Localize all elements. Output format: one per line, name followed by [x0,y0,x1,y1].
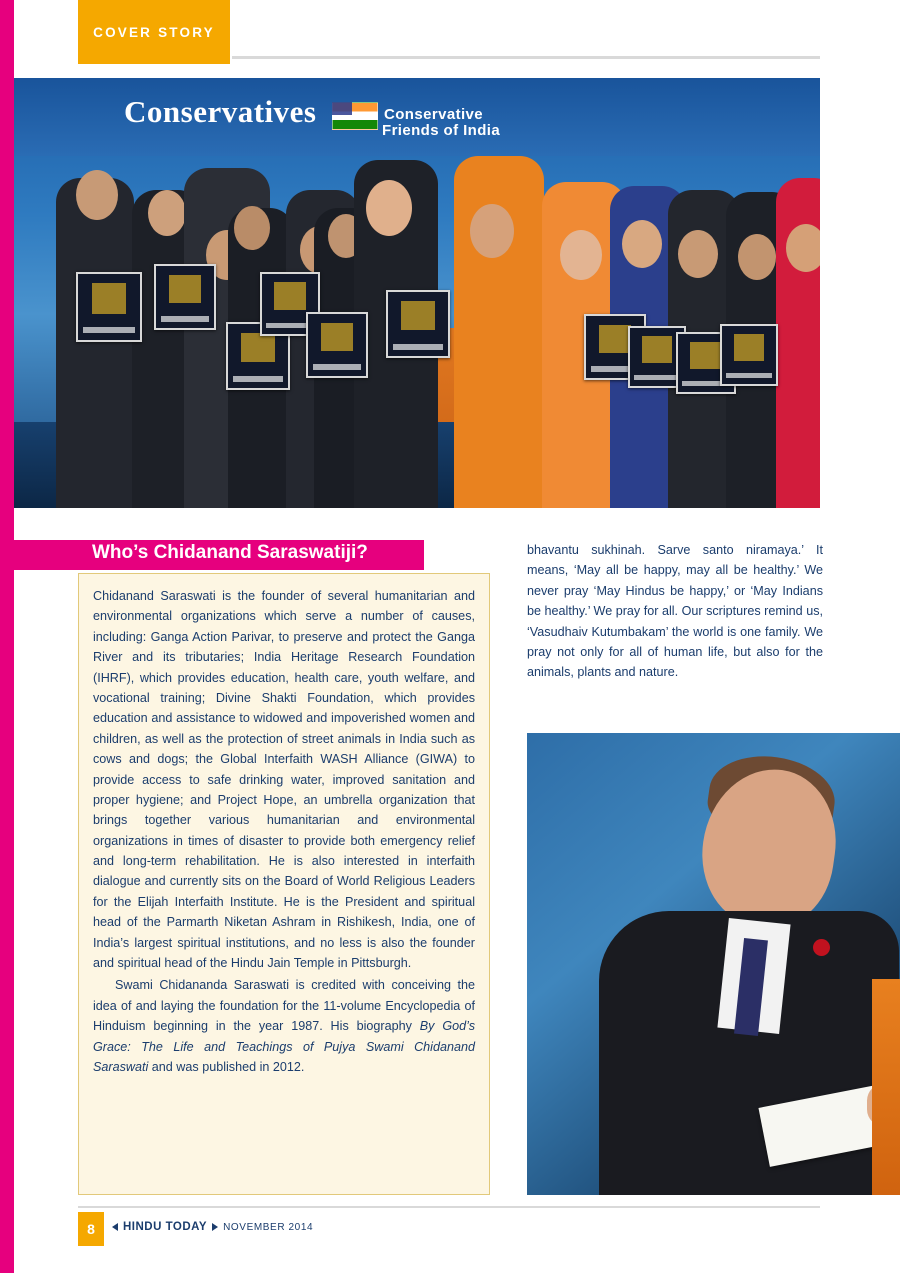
triangle-left-icon [112,1223,118,1231]
sidebar-paragraph-2-part2: and was published in 2012. [148,1059,305,1074]
award-plaque [76,272,142,342]
poppy-pin-icon [813,939,830,956]
footer-divider [78,1206,820,1208]
hero-figure [56,178,134,508]
hero-figure-head [786,224,820,272]
hero-figure-head [148,190,186,236]
footer-caption [112,1221,313,1233]
page-spine [0,0,14,1273]
triangle-right-icon [212,1223,218,1231]
hero-banner-main-text: Conservatives [124,94,317,129]
award-plaque [720,324,778,386]
hero-figure-head [366,180,412,236]
hero-figure-head [76,170,118,220]
footer-issue-date: NOVEMBER 2014 [223,1221,314,1233]
page-number-badge [78,1212,104,1246]
section-tab [78,0,230,64]
header-divider [232,56,820,59]
flag-canton-icon [332,102,352,115]
sidebar-paragraph-1: Chidanand Saraswati is the founder of several humanitarian and environmental organizations which serve a number of causes, including: Ganga Action Parivar, to preserve and protect the Ganga River and its tributaries; India Heritage Research Foundation (IHRF), which provides education, health care, youth welfare, and vocational training; Divine Shakti Foundation, which provides education and assistance to widowed and impoverished women and children, as well as the protection of street animals in India such as cows and dogs; the Global Interfaith WASH Alliance (GIWA) to provide access to safe drinking water, improved sanitation and proper hygiene; and Project Hope, an umbrella organization that brings together various humanitarian and environmental organizations in times of disaster to provide both emergency relief and long-term rehabilitation. He is also interested in interfaith dialogue and currently sits on the Board of World Religious Leaders for the Elijah Interfaith Institute. He is the President and spiritual head of the Parmarth Niketan Ashram in Rishikesh, India, one of India’s largest spiritual institutions, and no less is also the founder and spiritual head of the Hindu Jain Temple in Pittsburgh. [93,589,475,971]
section-heading-title: Who’s Chidanand Saraswatiji? [92,542,368,563]
footer-magazine-name: HINDU TODAY [123,1221,208,1233]
award-plaque [306,312,368,378]
hero-figure-head [738,234,776,280]
hero-figure-head [678,230,718,278]
sidebar-article-box [78,573,490,1195]
section-tab-label: COVER STORY [93,24,215,40]
hero-figure-head [622,220,662,268]
page-number: 8 [87,1221,95,1237]
hero-banner-sub-text-1: Conservative [384,106,484,123]
hero-banner-sub-text-2: Friends of India [382,122,501,139]
sidebar-paragraph-2 [93,975,475,1077]
hero-figure-head [234,206,270,250]
book-title: By God’s Grace: The Life and Teachings of Pujya Swami Chidanand Saraswati [93,1019,475,1074]
secondary-photo [527,733,900,1195]
hero-figure-head [560,230,602,280]
hero-figure-head [470,204,514,258]
right-column-text [527,540,823,683]
photo-robe-edge [872,979,900,1195]
right-column-paragraph: bhavantu sukhinah. Sarve santo niramaya.’ It means, ‘May all be happy, may all be healthy.’ We never pray ‘May Hindus be happy,’ or ‘May Indians be healthy.’ We pray for all. Our scriptures remind us, ‘Vasudhaiv Kutumbakam’ the world is one family. We pray not only for all of human life, but also for the animals, plants and nature. [527,543,823,680]
award-plaque [386,290,450,358]
hero-photo [14,78,820,508]
sidebar-paragraph-2-part1: Swami Chidananda Saraswati is credited with conceiving the idea of and laying the foundation for the 11-volume Encyclopedia of Hinduism beginning in the year 1987. His biography [93,978,475,1034]
award-plaque [154,264,216,330]
